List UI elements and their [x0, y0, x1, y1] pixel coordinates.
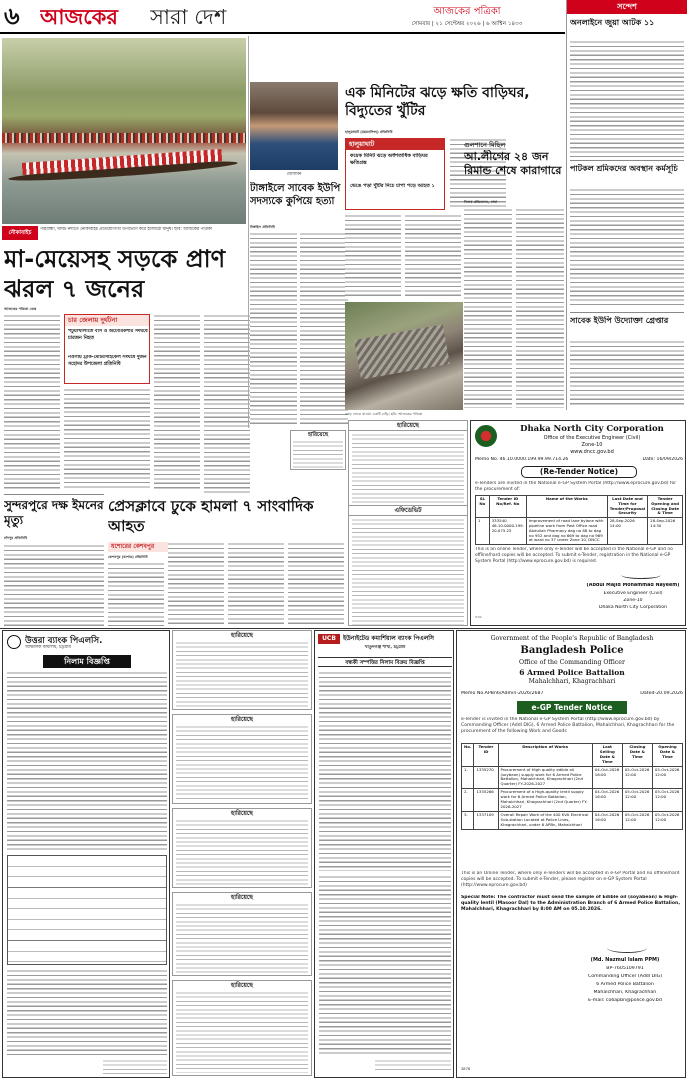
- lead-body-col2: [64, 388, 150, 490]
- ucb-title: বন্ধকী সম্পত্তির নিলাম বিক্রয় বিজ্ঞপ্তি: [318, 657, 452, 667]
- page-number: ৬: [4, 2, 20, 30]
- murder-body: [250, 232, 297, 424]
- classified-body-1: [352, 433, 464, 503]
- lost-notice-e-body: [176, 991, 308, 1073]
- column-rule-1: [248, 36, 249, 428]
- storm-infobox-item-2: ভেঙে পড়া খুঁটির নিচে চাপা পড়ে আহত ১: [350, 183, 435, 189]
- police-table: [461, 743, 683, 830]
- dncc-ref: ৪৩৫: [475, 615, 483, 619]
- dncc-col-works: Name of the Works: [526, 496, 607, 518]
- lost-notice-e-title: হারিয়েছে: [231, 982, 253, 989]
- table-cell: Procurement of a High-quality lentil supply work for 6 Armed Police Battalion, Mahalchhari, Khagrachhari (2nd Quarter) FY-2026-2027: [498, 789, 592, 812]
- police-signer-email: E-mail: co6apbn@police.gov.bd: [588, 998, 662, 1003]
- table-row: [462, 766, 683, 789]
- lost-notice-1-title: হারিয়েছে: [307, 432, 329, 438]
- uttara-name: উত্তরা ব্যাংক পিএলসি.: [25, 636, 103, 645]
- police-notice-title: e-GP Tender Notice: [517, 701, 627, 714]
- table-cell: 1335266: [474, 789, 498, 812]
- ucb-body-en: [319, 875, 451, 1055]
- lost-notice-a-body: [176, 641, 308, 707]
- police-memo: Memo No.APBn6/Admin-2026/2687: [461, 691, 544, 696]
- ucb-auction: [314, 630, 454, 1078]
- al-byline: নিজস্ব প্রতিবেদক, ঢাকা: [464, 200, 498, 204]
- sidebar-border: [566, 0, 567, 410]
- crowd-shape: [2, 133, 246, 143]
- dncc-memo: Memo No. 46.10.0000.199.99.99.714.26: [475, 457, 569, 462]
- attack-body-col3: [228, 542, 284, 626]
- lost-notice-c-title: হারিয়েছে: [231, 810, 253, 817]
- police-unit: 6 Armed Police Battalion: [519, 668, 625, 677]
- table-cell: 05-Oct-2026 12:00: [652, 811, 682, 829]
- lost-notice-c: [172, 808, 312, 888]
- dncc-intro: e-Tenders are invited in the National e-GP System Portal (http://www.eprocure.gov.bd) for the procurement of:: [475, 481, 677, 492]
- lost-notice-d: [172, 892, 312, 976]
- ucb-body-bn: [319, 671, 451, 871]
- dncc-col-id: Tender ID No/Ref. No: [489, 496, 526, 518]
- police-footnote: This is an Online Tender, where only e-Tenders will be accepted in e-GP Portal and no offline/hard copies will be accepted. To submit e-Tender, please register on e-GP System Portal (http://www.eprocure.gov.bd): [461, 871, 680, 888]
- classified-title-1: হারিয়েছে: [349, 421, 467, 431]
- ucb-name: ইউনাইটেড কমার্শিয়াল ব্যাংক পিএলসি: [343, 635, 434, 642]
- storm-infobox-item-1: কয়েক মিনিট ঝড়ে অর্ধশতাধিক বাড়িঘর ক্ষতিগ্রস্ত: [350, 153, 428, 166]
- lead-body-col1: [4, 314, 60, 490]
- table-cell: 1337109: [474, 811, 498, 829]
- storm-body-col1b: [345, 214, 401, 298]
- photo-caption: [2, 226, 246, 242]
- row-rule-ads: [0, 628, 687, 629]
- police-table-header: [462, 744, 683, 767]
- sidebar-headline-1: অনলাইনে জুয়া আটক ১১: [570, 18, 655, 27]
- lost-notice-b: [172, 714, 312, 804]
- police-place: Mahalchhari, Khagrachhari: [528, 678, 616, 685]
- uttara-title: নিলাম বিজ্ঞপ্তি: [43, 655, 131, 668]
- ucb-branch: খাতুনগঞ্জ শাখা, চট্টগ্রাম: [364, 645, 406, 650]
- table-cell: 1.: [462, 766, 474, 789]
- attack-kicker: যশোরের কেশবপুর: [108, 542, 188, 552]
- table-cell: 04-Oct-2026 16:00: [592, 811, 622, 829]
- storm-byline: হালুয়াঘাট (ময়মনসিংহ) প্রতিনিধি: [345, 130, 393, 134]
- police-col-closing: Closing Date & Time: [622, 744, 652, 767]
- table-row: [462, 811, 683, 829]
- uttara-branch: আঞ্চলিক কার্যালয়, চট্টগ্রাম: [25, 645, 71, 650]
- lost-notice-d-body: [176, 903, 308, 973]
- police-office: Office of the Commanding Officer: [519, 659, 625, 666]
- lost-notice-b-body: [176, 725, 308, 801]
- classified-title-2: এফিডেভিট: [349, 505, 467, 516]
- police-tender: [456, 630, 686, 1078]
- al-body-col1: [464, 208, 512, 408]
- table-cell: Improvement of road lane bylane with pipeline work from Post Office road Abdullah Pharmacy dag no 88 to dag no 952 and dag no 669 to dag no 969 at ward no 37 under Zone 10, DNCC: [526, 518, 607, 545]
- attack-headline: প্রেসক্লাবে ঢুকে হামলা ৭ সাংবাদিক আহত: [108, 497, 314, 535]
- dncc-footnote: This is an online Tender, where only e-Tender will be accepted in the National e-GP and no offline/hard copies will be accepted. To submit e-Tender, registration in the National e-GP System Portal (http://www.eprocure.gov.bd) is required.: [475, 547, 673, 564]
- dncc-col-last-date: Last Date and Time for Tender/Proposal Security: [607, 496, 647, 518]
- table-cell: 3.: [462, 811, 474, 829]
- attack-body-col1: [108, 562, 164, 626]
- table-cell: 05-Oct-2026 12:00: [652, 766, 682, 789]
- police-signer-id: BP-7605109791: [606, 966, 644, 971]
- uttara-body-2: [7, 969, 167, 1055]
- police-signer-place: Mahalchhari, Khagrachhari: [593, 990, 657, 995]
- table-cell: 1335270: [474, 766, 498, 789]
- attack-byline: কেশবপুর (যশোর) প্রতিনিধি: [108, 555, 148, 559]
- victim-name-caption: জেসমিন: [286, 172, 302, 177]
- victim-photo: [250, 82, 338, 170]
- lost-notice-a: [172, 630, 312, 710]
- table-cell: 1: [476, 518, 490, 545]
- drown-divider: [4, 494, 104, 495]
- ucb-signature: [375, 1059, 451, 1073]
- table-cell: 28-Sep-2026 14:00: [607, 518, 647, 545]
- lost-notice-e: [172, 980, 312, 1076]
- table-cell: 05-Oct-2026 12:00: [622, 811, 652, 829]
- photo-caption-tag: নৌকাবাইচ: [2, 226, 38, 240]
- drown-body: [4, 544, 104, 626]
- storm-photo-caption: ঝড়ে ভেঙে যাওয়া একটি বাড়ি। ছবি: আজকের পত্রিকা: [345, 412, 423, 416]
- lost-notice-b-title: হারিয়েছে: [231, 716, 253, 723]
- dncc-signer-org: Dhaka North City Corporation: [598, 605, 668, 610]
- dncc-notice-title: (Re-Tender Notice): [521, 466, 637, 478]
- sidebar-title: সন্দেশ: [567, 0, 687, 14]
- lead-byline: আজকের পত্রিকা ডেস্ক: [4, 307, 37, 311]
- dncc-date: Date: 16/09/2026: [642, 457, 683, 462]
- table-cell: 04-Oct-2026 16:00: [592, 789, 622, 812]
- police-signer-unit: 6 Armed Police Battalion: [596, 982, 654, 987]
- storm-body-col2: [405, 214, 461, 298]
- lead-infobox: [64, 314, 150, 384]
- dncc-logo-icon: [475, 425, 497, 447]
- lost-notice-1-body: [293, 440, 343, 468]
- police-signature-icon: [607, 943, 647, 953]
- table-cell: 05-Oct-2026 12:00: [622, 789, 652, 812]
- police-signer-title: Commanding Officer (Addl DIG): [587, 974, 663, 979]
- dncc-office: Office of the Executive Engineer (Civil): [543, 435, 641, 441]
- police-col-opening: Opening Date & Time: [652, 744, 682, 767]
- sidebar-headline-2: পাটকল শ্রমিকদের অবস্থান কর্মসূচি: [570, 164, 678, 173]
- drown-byline: চাঁদপুর প্রতিনিধি: [4, 536, 28, 540]
- lead-infobox-item-1: পটুয়াখালীতে বাস ও অটোরিকশার সংঘর্ষে চারজন নিহত: [68, 329, 148, 341]
- al-kicker: গুলশানে মিছিল: [464, 141, 506, 149]
- sidebar-text-3: [570, 340, 684, 406]
- police-ref: 3878: [461, 1067, 471, 1071]
- lost-notice-a-title: হারিয়েছে: [231, 632, 253, 639]
- sidebar-text-2: [570, 188, 684, 308]
- dncc-org: Dhaka North City Corporation: [520, 424, 664, 434]
- police-col-selling: Last Selling Date & Time: [592, 744, 622, 767]
- police-date: Dated-20.09.2026: [640, 691, 683, 696]
- sidebar-divider-1: [570, 160, 684, 161]
- table-cell: 04-Oct-2026 16:00: [592, 766, 622, 789]
- uttara-table: [7, 855, 167, 965]
- dncc-signer-title: Executive Engineer (Civil): [603, 591, 663, 596]
- dncc-signature-icon: [621, 571, 661, 579]
- photo-caption-text: গাইবান্ধা, ঘাঘট নদীতে নৌকাবাইচ প্রতিযোগিতা উপভোগ করে হাজারো মানুষ। ছবি: আজকের পত্রিকা: [40, 227, 213, 232]
- sidebar-headline-3: সাবেক ইউপি উদ্যোক্তা গ্রেপ্তার: [570, 316, 669, 325]
- lost-notice-stack: [172, 630, 312, 1078]
- header-rule: [0, 32, 565, 34]
- murder-byline: টাঙ্গাইল প্রতিনিধি: [250, 225, 275, 229]
- dncc-table: [475, 495, 683, 545]
- murder-headline: টাঙ্গাইলে সাবেক ইউপি সদস্যকে কুপিয়ে হত্যা: [250, 183, 341, 207]
- police-special-note: Special Note: The contractor must send the sample of Edible oil (soyabean) & High-quality lentil (Masoor Dal) to the Administration Branch of 6 Armed Police Battalion, Mahalchhari, Khagrachhari by 8:00 AM on 05.10.2026.: [461, 895, 681, 913]
- lead-body-col4: [204, 314, 250, 494]
- lost-notice-c-body: [176, 819, 308, 885]
- brand-name: আজকের: [40, 5, 118, 29]
- ucb-logo: UCB: [318, 634, 340, 644]
- storm-infobox-title: হালুয়াঘাট: [346, 139, 445, 150]
- al-headline: আ.লীগের ২৪ জন রিমান্ড শেষে কারাগারে: [464, 150, 562, 177]
- lead-body-col3: [154, 314, 200, 490]
- section-title: সারা দেশ: [150, 5, 227, 29]
- dncc-web: www.dncc.gov.bd: [570, 449, 614, 455]
- police-gov: Government of the People's Republic of Bangladesh: [490, 635, 654, 642]
- table-cell: 2.: [462, 789, 474, 812]
- masthead-right: আজকের পত্রিকা: [433, 6, 501, 17]
- classified-body-2: [352, 518, 464, 626]
- storm-infobox: [345, 138, 445, 210]
- dncc-col-opening: Tender Opening and Closing Date & Time: [648, 496, 683, 518]
- sidebar-divider-2: [570, 312, 684, 313]
- police-signer-name: (Md. Nazmul Islam PPM): [590, 957, 660, 963]
- lead-headline: মা-মেয়েসহ সড়কে প্রাণ ঝরল ৭ জনের: [4, 245, 226, 303]
- dncc-col-sl: SL No: [476, 496, 490, 518]
- dncc-zone: Zone-10: [581, 442, 603, 448]
- murder-body-2: [300, 232, 348, 424]
- uttara-body: [7, 671, 167, 851]
- sidebar: [567, 0, 687, 410]
- table-cell: Procurement of High quality edible oil (soybean) supply work for 6 Armed Police Battalion, Mahalchhari, Khagrachhari (2nd Quarter) FY-2026-2027: [498, 766, 592, 789]
- lead-infobox-item-2: নওগাঁয় ট্রাক-মোটরসাইকেল সংঘর্ষে দুজন সহোদর উপজেলা প্রতিনিধি: [68, 355, 147, 367]
- sidebar-text-1: [570, 40, 684, 158]
- table-cell: Overall Repair Work of the 400 KVA Electrical Sub-station Located at Police Lines, Khagrachhari, under 6 APBn, Mahalchhari: [498, 811, 592, 829]
- lost-notice-d-title: হারিয়েছে: [231, 894, 253, 901]
- police-org: Bangladesh Police: [520, 645, 624, 656]
- storm-headline: এক মিনিটের ঝড়ে ক্ষতি বাড়িঘর, বিদ্যুতের খুঁটির: [345, 85, 530, 119]
- table-row: [476, 518, 683, 545]
- attack-body-col2: [168, 542, 224, 626]
- police-col-id: Tender ID: [474, 744, 498, 767]
- dncc-table-header: [476, 496, 683, 518]
- dncc-tender: [470, 420, 686, 626]
- lost-notice-1: [290, 430, 346, 470]
- drown-headline: সুন্দরপুরে দক্ষ ইমনের মৃত্যু: [4, 498, 104, 527]
- storm-photo: [345, 302, 463, 410]
- attack-body-col4: [288, 542, 344, 626]
- dncc-signer-name: (Abdul Majid Mohammad Nayeem): [586, 583, 680, 588]
- police-col-no: No.: [462, 744, 474, 767]
- broken-roof-shape: [354, 324, 450, 379]
- classified-notices: [348, 420, 468, 626]
- police-col-works: Description of Works: [498, 744, 592, 767]
- table-cell: 28-Sep-2026 14:30: [648, 518, 683, 545]
- al-body-col2: [516, 208, 564, 408]
- date-line: সোমবার | ২১ সেপ্টেম্বর ২০২৬ | ৬ আশ্বিন ১৪৩৩: [411, 21, 523, 27]
- boat-race-photo: [2, 38, 246, 224]
- table-cell: 05-Oct-2026 12:00: [622, 766, 652, 789]
- table-cell: 333540 46.10.0000.199. 20.075.25: [489, 518, 526, 545]
- uttara-logo-icon: [7, 635, 21, 649]
- police-intro: e-Tender is invited in the National e-GP System Portal (http://www.eprocure.gov.bd) by Commanding Officer (Addl DIG), 6 Armed Police Battalion, Mahalchhari, Khagrachhari for the procurement of the following Work and Goods: [461, 717, 675, 734]
- dncc-signer-zone: Zone-10: [623, 598, 643, 603]
- table-row: [462, 789, 683, 812]
- uttara-bank-auction: [2, 630, 170, 1078]
- uttara-signature: [103, 1059, 167, 1075]
- lead-infobox-title: চার জেলায় দুর্ঘটনা: [65, 315, 150, 326]
- table-cell: 05-Oct-2026 12:00: [652, 789, 682, 812]
